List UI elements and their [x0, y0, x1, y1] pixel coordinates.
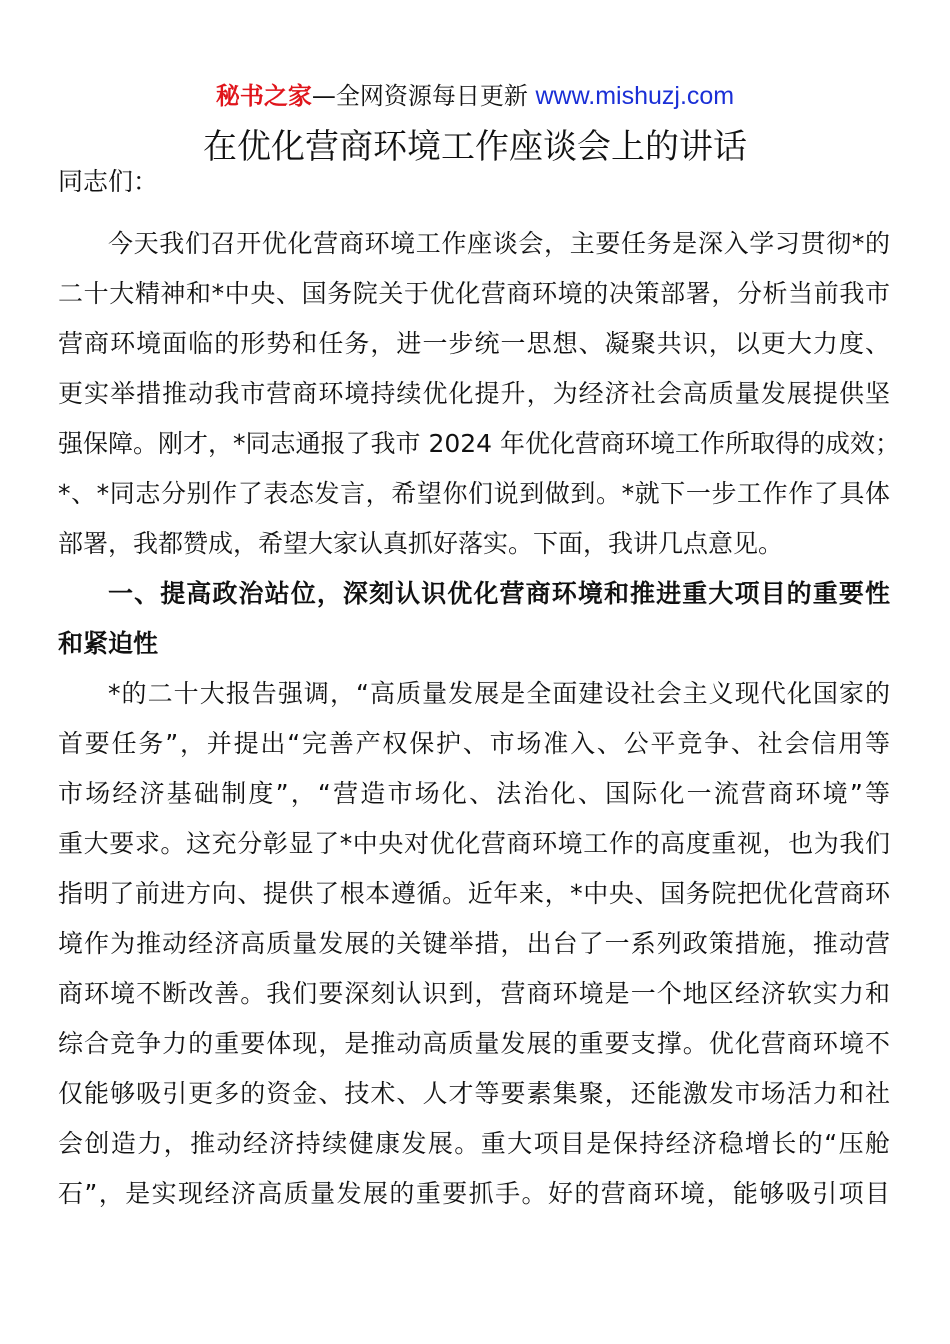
- body-line: 石”，是实现经济高质量发展的重要抓手。好的营商环境，能够吸引项目: [58, 1179, 890, 1208]
- body-line: 今天我们召开优化营商环境工作座谈会，主要任务是深入学习贯彻*的: [108, 229, 890, 258]
- body-line: 境作为推动经济高质量发展的关键举措，出台了一系列政策措施，推动营: [58, 929, 890, 958]
- body-line: *、*同志分别作了表态发言，希望你们说到做到。*就下一步工作作了具体: [58, 479, 890, 508]
- document-title: 在优化营商环境工作座谈会上的讲话: [203, 127, 747, 167]
- body-line: 指明了前进方向、提供了根本遵循。近年来，*中央、国务院把优化营商环: [58, 879, 890, 908]
- body-line: 部署，我都赞成，希望大家认真抓好落实。下面，我讲几点意见。: [58, 529, 784, 558]
- site-slogan: —全网资源每日更新: [311, 82, 536, 110]
- body-line: 二十大精神和*中央、国务院关于优化营商环境的决策部署，分析当前我市: [58, 279, 890, 308]
- body-line: 营商环境面临的形势和任务，进一步统一思想、凝聚共识，以更大力度、: [58, 329, 890, 358]
- body-line: 强保障。刚才，*同志通报了我市 2024 年优化营商环境工作所取得的成效；: [58, 429, 901, 458]
- body-line: 市场经济基础制度”，“营造市场化、法治化、国际化一流营商环境”等: [58, 779, 890, 808]
- body-line: 更实举措推动我市营商环境持续优化提升，为经济社会高质量发展提供坚: [58, 379, 890, 408]
- site-banner: [0, 80, 950, 112]
- body-line: 仅能够吸引更多的资金、技术、人才等要素集聚，还能激发市场活力和社: [58, 1079, 890, 1108]
- section-heading: 一、提高政治站位，深刻认识优化营商环境和推进重大项目的重要性: [108, 579, 890, 608]
- body-line: 首要任务”，并提出“完善产权保护、市场准入、公平竞争、社会信用等: [58, 729, 890, 758]
- section-heading: 和紧迫性: [58, 629, 159, 658]
- salutation: 同志们：: [58, 167, 159, 196]
- body-line: 商环境不断改善。我们要深刻认识到，营商环境是一个地区经济软实力和: [58, 979, 890, 1008]
- body-line: *的二十大报告强调，“高质量发展是全面建设社会主义现代化国家的: [108, 679, 890, 708]
- body-line: 重大要求。这充分彰显了*中央对优化营商环境工作的高度重视，也为我们: [58, 829, 890, 858]
- body-line: 会创造力，推动经济持续健康发展。重大项目是保持经济稳增长的“压舱: [58, 1129, 890, 1158]
- body-line: 综合竞争力的重要体现，是推动高质量发展的重要支撑。优化营商环境不: [58, 1029, 890, 1058]
- site-url-link[interactable]: www.mishuzj.com: [535, 82, 735, 110]
- site-brand: 秘书之家: [215, 82, 312, 110]
